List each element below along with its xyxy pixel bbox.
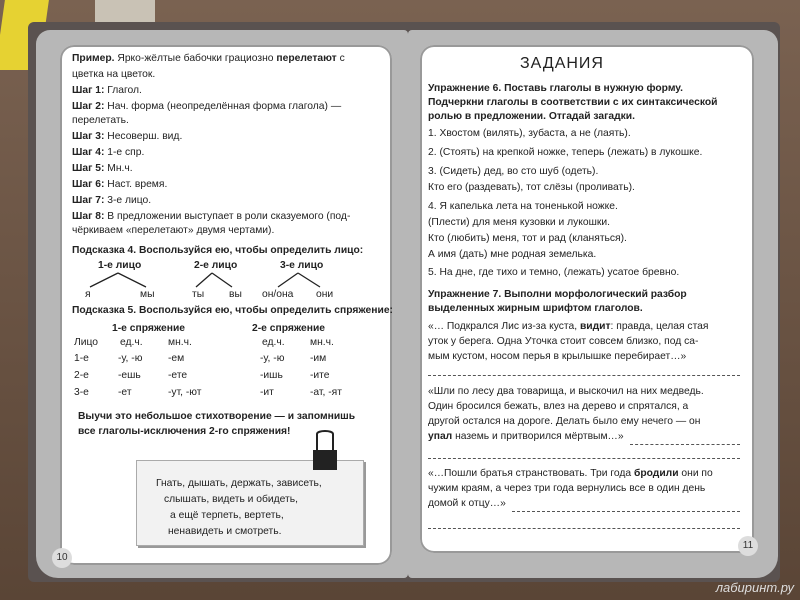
person-word: вы bbox=[229, 289, 242, 300]
person-word: ты bbox=[192, 289, 205, 300]
table-cell: -ут, -ют bbox=[168, 387, 202, 398]
example-line-2: цветка на цветок. bbox=[72, 69, 156, 80]
quote1-line-1 bbox=[428, 320, 708, 334]
table-cell: -ешь bbox=[118, 370, 141, 381]
riddle-line: 1. Хвостом (вилять), зубаста, а не (лаять). bbox=[428, 128, 631, 139]
page-title: ЗАДАНИЯ bbox=[520, 55, 604, 72]
riddle-line: Кто (любить) меня, тот и рад (кланяться). bbox=[428, 233, 627, 244]
riddle-line: А имя (дать) мне родная земелька. bbox=[428, 249, 597, 260]
table-cell: -у, -ю bbox=[260, 353, 285, 364]
step-text: 3-е лицо. bbox=[107, 195, 152, 206]
quote-text: наземь и притворился мёртвым…» bbox=[455, 431, 624, 442]
ex7-line: Упражнение 7. Выполни морфологический разбор bbox=[428, 289, 687, 300]
person-word: я bbox=[85, 289, 91, 300]
quote3-line: чужим краям, а через три года вернулись все в один день bbox=[428, 483, 706, 494]
riddle-line: 2. (Стоять) на крепкой ножке, теперь (лежать) в лукошке. bbox=[428, 147, 703, 158]
table-cell: -ем bbox=[168, 353, 185, 364]
hint5-heading: Подсказка 5. Воспользуйся ею, чтобы определить спряжение: bbox=[72, 305, 393, 316]
quote-bold-verb: бродили bbox=[633, 468, 679, 479]
quote-bold-verb: видит bbox=[579, 321, 611, 332]
step-text: В предложении выступает в роли сказуемого (под- bbox=[107, 211, 351, 222]
table-cell: -ет bbox=[118, 387, 132, 398]
table-cell: -ите bbox=[310, 370, 330, 381]
step-text: Наст. время. bbox=[107, 179, 168, 190]
table-cell: -ете bbox=[168, 370, 188, 381]
step-text: Несоверш. вид. bbox=[107, 131, 183, 142]
example-text: Ярко-жёлтые бабочки грациозно bbox=[117, 53, 274, 64]
step-text: чёркиваем «перелетают» двумя чертами). bbox=[72, 225, 275, 236]
poem-call-line-2: все глаголы-исключения 2-го спряжения! bbox=[78, 426, 291, 437]
person-head-1: 1-е лицо bbox=[98, 260, 142, 271]
answer-line bbox=[512, 511, 740, 512]
conj-head-2: 2-е спряжение bbox=[252, 323, 326, 334]
answer-line bbox=[630, 444, 740, 445]
conj-head-1: 1-е спряжение bbox=[112, 323, 186, 334]
step-text: Глагол. bbox=[107, 85, 142, 96]
quote1-line: уток у берега. Одна Уточка стоит совсем близко, под са- bbox=[428, 336, 699, 347]
table-cell: 1-е bbox=[74, 353, 89, 364]
quote-text: «…Пошли братья странствовать. Три года bbox=[428, 468, 632, 479]
step-label: Шаг 5: bbox=[72, 163, 105, 174]
step-text: 1-е спр. bbox=[107, 147, 145, 158]
person-word: мы bbox=[140, 289, 155, 300]
quote-text: они по bbox=[681, 468, 713, 479]
quote1-line: мым кустом, носом перья в крылышке перебирает…» bbox=[428, 351, 687, 362]
answer-line bbox=[428, 458, 740, 459]
quote3-line: домой к отцу…» bbox=[428, 498, 506, 509]
person-head-3: 3-е лицо bbox=[280, 260, 324, 271]
step-label: Шаг 6: bbox=[72, 179, 105, 190]
binder-clip-icon bbox=[312, 432, 338, 472]
person-word: они bbox=[316, 289, 334, 300]
watermark-logo: лабиринт.ру bbox=[715, 580, 794, 595]
step-text: перелетать. bbox=[72, 115, 129, 126]
ex7-line: выделенных жирным шрифтом глаголов. bbox=[428, 303, 643, 314]
poem-line: Гнать, дышать, держать, зависеть, bbox=[156, 478, 322, 489]
example-end: с bbox=[339, 53, 345, 64]
step-label: Шаг 2: bbox=[72, 101, 105, 112]
table-cell: 2-е bbox=[74, 370, 89, 381]
table-cell: -ат, -ят bbox=[310, 387, 342, 398]
riddle-line: 4. Я капелька лета на тоненькой ножке. bbox=[428, 201, 618, 212]
quote-text: : правда, целая стая bbox=[610, 321, 709, 332]
step-label: Шаг 4: bbox=[72, 147, 105, 158]
poem-line: ненавидеть и смотреть. bbox=[168, 526, 282, 537]
person-word: он/она bbox=[262, 289, 294, 300]
riddle-line: 3. (Сидеть) дед, во сто шуб (одеть). bbox=[428, 166, 599, 177]
riddle-line: 5. На дне, где тихо и темно, (лежать) усатое бревно. bbox=[428, 267, 680, 278]
table-cell: -им bbox=[310, 353, 327, 364]
table-header: мн.ч. bbox=[168, 337, 192, 348]
quote-text: «… Подкрался Лис из-за куста, bbox=[428, 321, 578, 332]
quote2-line: другой остался на дороге. Делать было ему нечего — он bbox=[428, 416, 701, 427]
table-cell: -ит bbox=[260, 387, 274, 398]
ex6-line: Подчеркни глаголы в соответствии с их синтаксической bbox=[428, 97, 718, 108]
ex6-line: ролью в предложении. Отгадай загадки. bbox=[428, 111, 635, 122]
hint4-heading: Подсказка 4. Воспользуйся ею, чтобы определить лицо: bbox=[72, 245, 364, 256]
table-header: мн.ч. bbox=[310, 337, 334, 348]
quote2-line: Один бросился бежать, влез на дерево и спрятался, а bbox=[428, 401, 689, 412]
answer-line bbox=[428, 528, 740, 529]
table-cell: -ишь bbox=[260, 370, 283, 381]
table-header: Лицо bbox=[74, 337, 99, 348]
step-text: Нач. форма (неопределённая форма глагола) — bbox=[107, 101, 342, 112]
riddle-line: Кто его (раздевать), тот слёзы (проливать). bbox=[428, 182, 635, 193]
step-label: Шаг 1: bbox=[72, 85, 105, 96]
quote2-line-4 bbox=[428, 430, 624, 444]
quote2-line: «Шли по лесу два товарища, и выскочил на них медведь. bbox=[428, 386, 704, 397]
step-label: Шаг 3: bbox=[72, 131, 105, 142]
step-label: Шаг 8: bbox=[72, 211, 105, 222]
table-header: ед.ч. bbox=[262, 337, 285, 348]
table-cell: 3-е bbox=[74, 387, 89, 398]
page-number-left: 10 bbox=[52, 548, 72, 568]
step-text: Мн.ч. bbox=[107, 163, 133, 174]
riddle-line: (Плести) для меня кузовки и лукошки. bbox=[428, 217, 611, 228]
person-head-2: 2-е лицо bbox=[194, 260, 238, 271]
quote3-line-1 bbox=[428, 467, 713, 481]
poem-line: слышать, видеть и обидеть, bbox=[164, 494, 298, 505]
answer-line bbox=[428, 375, 740, 376]
step-label: Шаг 7: bbox=[72, 195, 105, 206]
poem-call-line-1: Выучи это небольшое стихотворение — и запомнишь bbox=[78, 411, 356, 422]
example-label: Пример. bbox=[72, 53, 115, 64]
example-verb: перелетают bbox=[276, 53, 337, 64]
page-number-right: 11 bbox=[738, 536, 758, 556]
ex6-line: Упражнение 6. Поставь глаголы в нужную форму. bbox=[428, 83, 683, 94]
table-header: ед.ч. bbox=[120, 337, 143, 348]
quote-bold-verb: упал bbox=[428, 431, 453, 442]
table-cell: -у, -ю bbox=[118, 353, 143, 364]
poem-line: а ещё терпеть, вертеть, bbox=[170, 510, 284, 521]
